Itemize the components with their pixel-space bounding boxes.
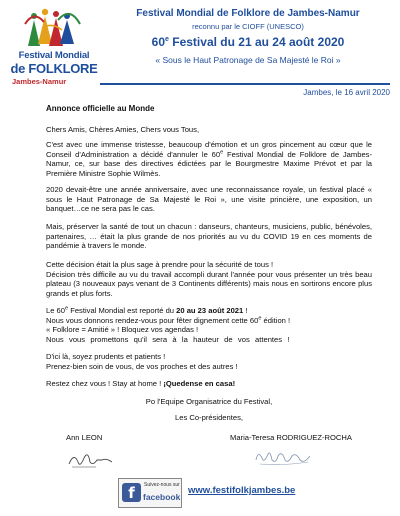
postponed-dates: 20 au 23 août 2021 — [176, 306, 244, 315]
edition-dates — [100, 35, 396, 49]
paragraph-6-line-2: Prenez-bien soin de vous, de vos proches et des autres ! — [46, 361, 238, 371]
website-link[interactable]: www.festifolkjambes.be — [188, 485, 296, 496]
signatory-left: Ann LEON — [66, 433, 103, 442]
paragraph-4-line-2: Décision très difficile au vu du travail accompli durant l'année pour vous présenter un très beau plateau (3 nouveaux pays venant de 3 Continents différents) mais nous en sortirons encore plus grands et plus forts. — [46, 269, 372, 298]
recognition-line: reconnu par le CIOFF (UNESCO) — [192, 22, 304, 31]
p5-sup: e — [65, 305, 69, 312]
paragraph-7 — [46, 379, 372, 389]
paragraph-1-sup: e — [220, 148, 224, 155]
p5-l2-text-a: Nous vous donnons rendez-vous pour fêter dignement cette 60 — [46, 315, 259, 325]
paragraph-2: 2020 devait-être une année anniversaire, avec une reconnaissance royale, un festival placé « sous le Haut Patronage de Sa Majesté le Roi », une visite princière, une exposition, un banquet…ce ne sera pas le cas. — [46, 185, 372, 213]
facebook-badge[interactable] — [118, 478, 182, 508]
paragraph-5-line-3: « Folklore = Amitié » ! Bloquez vos agendas ! — [46, 325, 199, 334]
paragraph-3: Mais, préserver la santé de tout un chacun : danseurs, chanteurs, musiciens, public, bénévoles, partenaires, … était la plus grande de nos priorités au vu du COVID 19 en ces moments de pandémie à travers le monde. — [46, 222, 372, 250]
closing-line-2: Les Co-présidentes, — [175, 413, 243, 422]
edition-text: Festival du 21 au 24 août 2020 — [168, 35, 345, 49]
letter-heading: Annonce officielle au Monde — [46, 104, 155, 113]
paragraph-5-line-1 — [46, 306, 372, 316]
patronage-line: « Sous le Haut Patronage de Sa Majesté le Roi » — [155, 55, 341, 65]
header-divider — [100, 83, 390, 85]
logo-text-city: Jambes-Namur — [12, 77, 67, 86]
facebook-label: facebook — [143, 492, 181, 502]
p5-l2-sup: e — [258, 314, 262, 321]
p5-text-c: ! — [243, 306, 248, 315]
greeting: Chers Amis, Chères Amies, Chers vous Tous, — [46, 125, 200, 134]
place-date: Jambes, le 16 avril 2020 — [303, 88, 390, 97]
signature-left-icon — [66, 448, 116, 470]
paragraph-1 — [46, 140, 372, 178]
p5-text-b: Festival Mondial est reporté du — [68, 306, 177, 315]
paragraph-1-text-a: C'est avec une immense tristesse, beaucoup d'émotion et un gros pincement au cœur que le Conseil d'Administration a décidé d'annuler le 60 — [46, 140, 372, 159]
edition-suffix: e — [165, 36, 169, 43]
facebook-follow-label: Suivez-nous sur — [144, 482, 180, 488]
festival-title: Festival Mondial de Folklore de Jambes-Namur — [136, 8, 360, 19]
paragraph-5-line-4: Nous vous promettons qu'il sera à la hauteur de vos attentes ! — [46, 334, 290, 344]
p7-spanish: ¡Quedense en casa! — [163, 379, 236, 388]
p5-l2-text-b: édition ! — [261, 315, 291, 325]
facebook-icon: f — [122, 483, 141, 502]
festival-logo — [8, 6, 98, 90]
logo-text-folklore: de FOLKLORE — [10, 61, 98, 76]
edition-number: 60 — [151, 35, 166, 49]
dancers-icon — [22, 6, 82, 50]
p5-text-a: Le 60 — [46, 306, 66, 315]
paragraph-1-text-b: Festival Mondial de Folklore de Jambes-Namur, ce, sur base des directives édictées par le Bourgmestre Maxime Prévot et par la Première Ministre Sophie Wilmès. — [46, 149, 373, 178]
closing-line-1: Po l'Equipe Organisatrice du Festival, — [145, 397, 273, 406]
paragraph-4-line-1: Cette décision était la plus sage à prendre pour la sécurité de tous ! — [46, 260, 274, 269]
logo-text-festival: Festival Mondial — [18, 50, 90, 61]
paragraph-5-line-2 — [46, 316, 372, 326]
p7-text: Restez chez vous ! Stay at home ! — [46, 379, 164, 388]
paragraph-6-line-1: D'ici là, soyez prudents et patients ! — [46, 352, 166, 361]
signature-right-icon — [252, 446, 316, 468]
signatory-right: Maria-Teresa RODRIGUEZ-ROCHA — [230, 433, 352, 442]
